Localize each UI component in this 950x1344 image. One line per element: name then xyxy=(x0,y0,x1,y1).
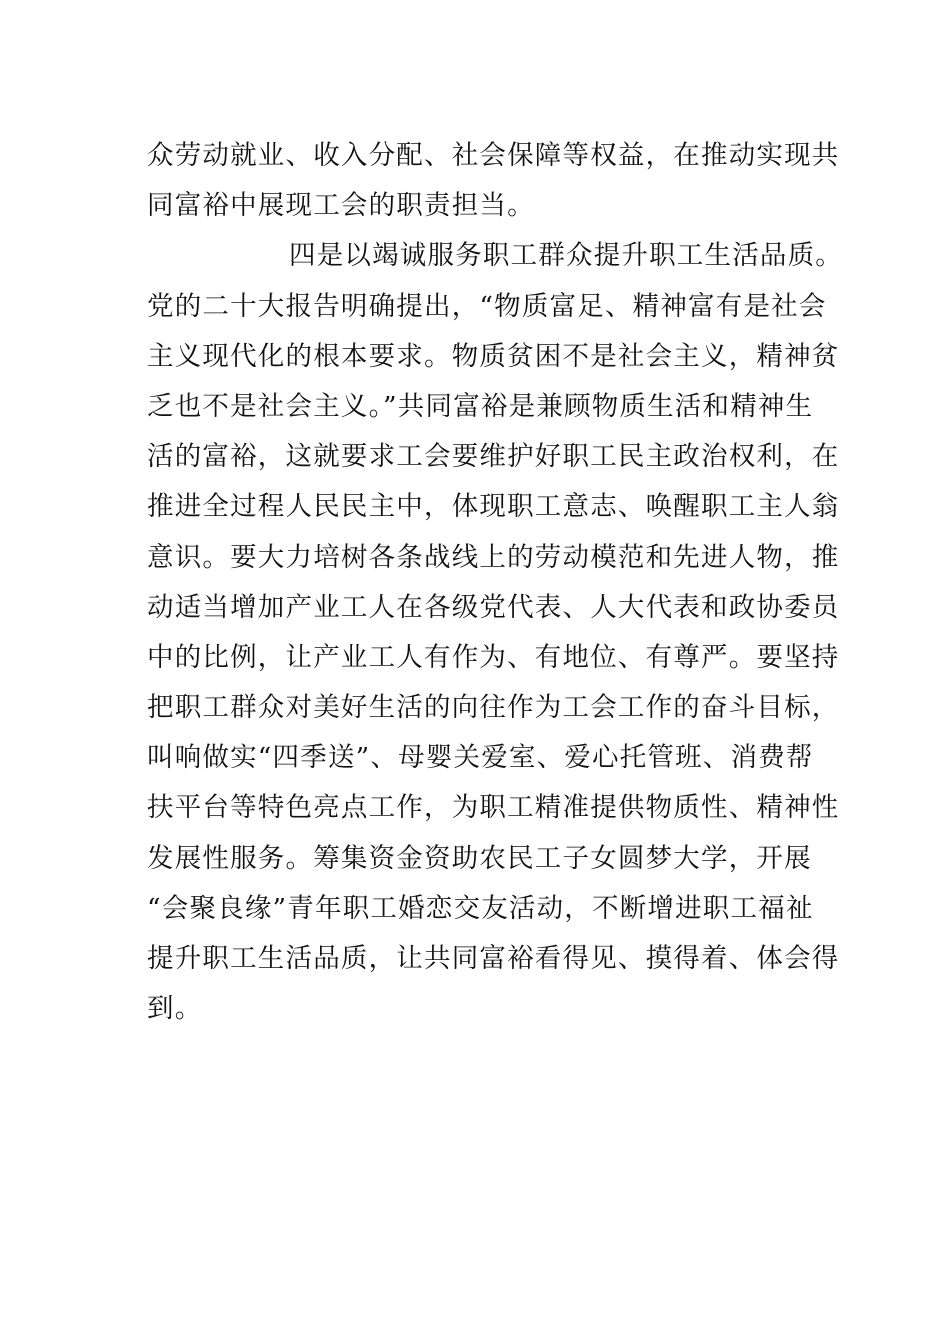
text-line: 活的富裕，这就要求工会要维护好职工民主政治权利，在 xyxy=(147,441,840,473)
text-line: 乏也不是社会主义。”共同富裕是兼顾物质生活和精神生 xyxy=(147,390,814,422)
section-heading-line: 四是以竭诚服务职工群众提升职工生活品质。 xyxy=(289,240,843,272)
text-line: 同富裕中展现工会的职责担当。 xyxy=(147,190,535,222)
text-line: 中的比例，让产业工人有作为、有地位、有尊严。要坚持 xyxy=(147,641,840,673)
text-line: 意识。要大力培树各条战线上的劳动模范和先进人物，推 xyxy=(147,541,840,573)
body-text xyxy=(147,131,843,1034)
text-line: 推进全过程人民民主中，体现职工意志、唤醒职工主人翁 xyxy=(147,491,840,523)
text-line: 动适当增加产业工人在各级党代表、人大代表和政协委员 xyxy=(147,591,840,623)
text-line: “会聚良缘”青年职工婚恋交友活动，不断增进职工福祉 xyxy=(147,892,814,924)
text-line: 党的二十大报告明确提出，“物质富足、精神富有是社会 xyxy=(147,290,827,322)
text-line: 提升职工生活品质，让共同富裕看得见、摸得着、体会得 xyxy=(147,943,840,974)
text-line: 发展性服务。筹集资金资助农民工子女圆梦大学，开展 xyxy=(147,842,812,874)
text-line: 众劳动就业、收入分配、社会保障等权益，在推动实现共 xyxy=(147,140,840,171)
text-line: 扶平台等特色亮点工作，为职工精准提供物质性、精神性 xyxy=(147,792,840,824)
text-line: 主义现代化的根本要求。物质贫困不是社会主义，精神贫 xyxy=(147,340,840,372)
text-line: 把职工群众对美好生活的向往作为工会工作的奋斗目标， xyxy=(147,692,840,724)
text-line: 叫响做实“四季送”、母婴关爱室、爱心托管班、消费帮 xyxy=(147,742,814,774)
text-line: 到。 xyxy=(147,993,203,1025)
